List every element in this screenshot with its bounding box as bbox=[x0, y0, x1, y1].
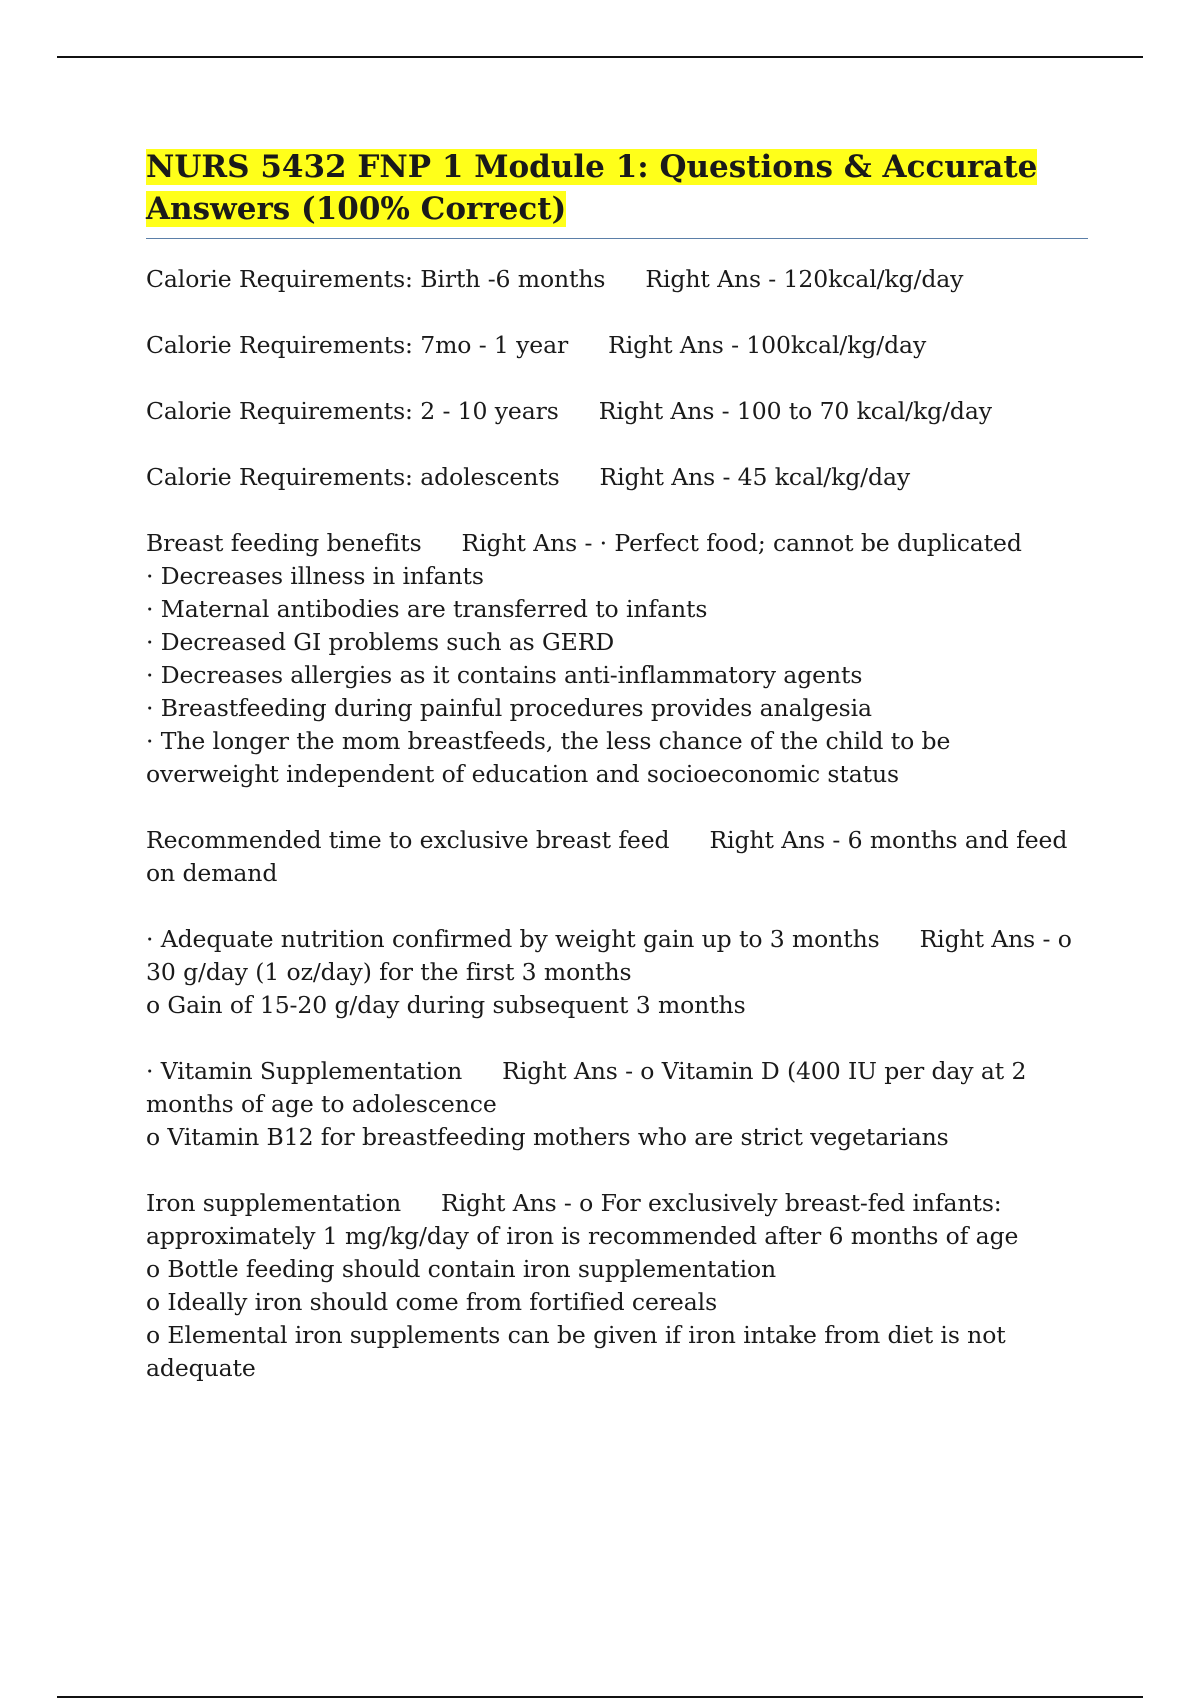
qa-answer-line: · Breastfeeding during painful procedures provides analgesia bbox=[146, 694, 872, 722]
qa-question: Calorie Requirements: Birth -6 months bbox=[146, 265, 606, 293]
qa-answer-line: · Maternal antibodies are transferred to infants bbox=[146, 595, 708, 623]
qa-item bbox=[146, 461, 1086, 494]
qa-question: Breast feeding benefits bbox=[146, 529, 422, 557]
qa-question: Calorie Requirements: 7mo - 1 year bbox=[146, 331, 569, 359]
title-underline bbox=[146, 238, 1088, 239]
page-top-rule bbox=[57, 56, 1143, 58]
qa-answer: Right Ans - o For exclusively breast-fed infants: approximately 1 mg/kg/day of iron is recommended after 6 months of age bbox=[146, 1189, 1019, 1250]
qa-answer: Right Ans - 45 kcal/kg/day bbox=[599, 463, 911, 491]
qa-item bbox=[146, 1187, 1086, 1385]
qa-answer-line: o Ideally iron should come from fortified cereals bbox=[146, 1288, 718, 1316]
qa-answer-line: o Gain of 15-20 g/day during subsequent 3 months bbox=[146, 991, 746, 1019]
qa-item bbox=[146, 1055, 1086, 1154]
qa-answer-line: · Decreases allergies as it contains anti-inflammatory agents bbox=[146, 661, 863, 689]
page-bottom-rule bbox=[57, 1696, 1143, 1698]
qa-answer: Right Ans - 6 months and feed on demand bbox=[146, 826, 1068, 887]
qa-answer: Right Ans - · Perfect food; cannot be duplicated bbox=[461, 529, 1022, 557]
qa-answer-line: · The longer the mom breastfeeds, the less chance of the child to be overweight independent of education and socioeconomic status bbox=[146, 727, 951, 788]
qa-answer: Right Ans - 100 to 70 kcal/kg/day bbox=[598, 397, 992, 425]
qa-item bbox=[146, 824, 1086, 890]
title-line-1: NURS 5432 FNP 1 Module 1: Questions & Accurate bbox=[146, 149, 1038, 185]
title-line-2: Answers (100% Correct) bbox=[146, 191, 567, 227]
qa-question: · Adequate nutrition confirmed by weight gain up to 3 months bbox=[146, 925, 880, 953]
document-title bbox=[146, 146, 1086, 230]
qa-answer: Right Ans - 100kcal/kg/day bbox=[608, 331, 927, 359]
qa-answer: Right Ans - o 30 g/day (1 oz/day) for the first 3 months bbox=[146, 925, 1072, 986]
qa-answer-line: o Bottle feeding should contain iron supplementation bbox=[146, 1255, 777, 1283]
qa-question: Calorie Requirements: 2 - 10 years bbox=[146, 397, 559, 425]
qa-item bbox=[146, 329, 1086, 362]
qa-answer-line: · Decreased GI problems such as GERD bbox=[146, 628, 615, 656]
qa-answer: Right Ans - 120kcal/kg/day bbox=[645, 265, 964, 293]
qa-item bbox=[146, 923, 1086, 1022]
qa-question: Recommended time to exclusive breast feed bbox=[146, 826, 670, 854]
qa-question: Calorie Requirements: adolescents bbox=[146, 463, 560, 491]
qa-item bbox=[146, 395, 1086, 428]
qa-answer: Right Ans - o Vitamin D (400 IU per day at 2 months of age to adolescence bbox=[146, 1057, 1027, 1118]
qa-answer-line: o Elemental iron supplements can be given if iron intake from diet is not adequate bbox=[146, 1321, 1006, 1382]
qa-list bbox=[146, 263, 1086, 1385]
qa-answer-line: o Vitamin B12 for breastfeeding mothers who are strict vegetarians bbox=[146, 1123, 949, 1151]
qa-question: Iron supplementation bbox=[146, 1189, 401, 1217]
document-body bbox=[146, 146, 1086, 1418]
qa-item bbox=[146, 263, 1086, 296]
qa-answer-line: · Decreases illness in infants bbox=[146, 562, 484, 590]
qa-item bbox=[146, 527, 1086, 791]
qa-question: · Vitamin Supplementation bbox=[146, 1057, 463, 1085]
